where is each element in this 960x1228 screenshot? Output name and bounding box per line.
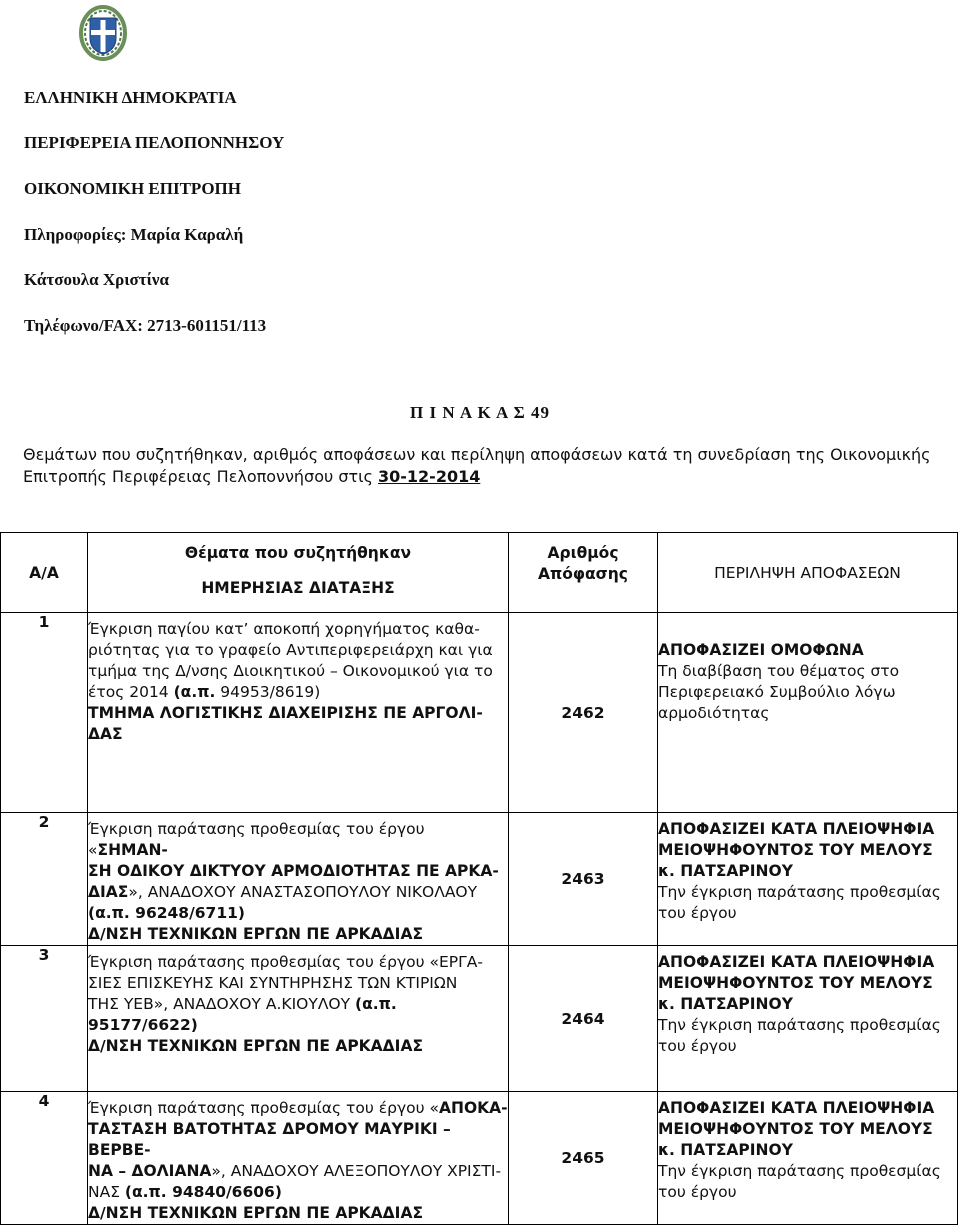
department-line: ΔΑΣ — [88, 725, 123, 743]
summary-line: ΜΕΙΟΨΗΦΟΥΝΤΟΣ ΤΟΥ ΜΕΛΟΥΣ — [658, 1120, 933, 1138]
topic-line — [88, 682, 508, 703]
decision-number-value: 2463 — [561, 870, 605, 888]
protocol-ref: (α.π. — [173, 683, 216, 701]
header-summary-label: ΠΕΡΙΛΗΨΗ ΑΠΟΦΑΣΕΩΝ — [714, 563, 901, 582]
summary-line: αρμοδιότητας — [658, 704, 770, 722]
summary-line: ΜΕΙΟΨΗΦΟΥΝΤΟΣ ΤΟΥ ΜΕΛΟΥΣ — [658, 974, 933, 992]
decision-summary — [658, 946, 958, 1092]
header-aa-label: Α/Α — [29, 563, 59, 582]
decision-number-value: 2462 — [561, 703, 605, 722]
contractor: », ΑΝΑΔΟΧΟΥ ΑΝΑΣΤΑΣΟΠΟΥΛΟΥ ΝΙΚΟΛΑΟΥ — [128, 883, 478, 901]
summary-line: Περιφερειακό Συμβούλιο λόγω — [658, 683, 896, 701]
protocol-number: 95177/6622) — [88, 1016, 198, 1034]
summary-line: του έργου — [658, 1183, 737, 1201]
protocol-number: (α.π. 94840/6606) — [124, 1183, 282, 1201]
topic-line: Έγκριση παγίου κατ’ αποκοπή χορηγήματος καθα- — [88, 620, 480, 638]
row-number: 2 — [1, 813, 88, 946]
contractor: », ΑΝΑΔΟΧΟΥ ΑΛΕΞΟΠΟΥΛΟΥ ΧΡΙΣΤΙ- — [211, 1162, 502, 1180]
row-number: 1 — [1, 613, 88, 813]
summary-line: Τη διαβίβαση του θέματος στο — [658, 662, 900, 680]
topic-line — [88, 819, 508, 861]
header-phone: Τηλέφωνο/FAX: 2713-601151/113 — [24, 316, 267, 335]
decision-number-value: 2464 — [561, 1009, 605, 1028]
project-title: ΝΑ – ΔΟΛΙΑΝΑ — [88, 1162, 212, 1180]
project-title: ΑΠΟΚΑ- — [439, 1099, 508, 1117]
decision-number — [509, 613, 658, 813]
table-row — [1, 1092, 958, 1225]
summary-line: Την έγκριση παράτασης προθεσμίας — [658, 1162, 941, 1180]
summary-line: ΑΠΟΦΑΣΙΖΕΙ ΚΑΤΑ ΠΛΕΙΟΨΗΦΙΑ — [658, 1099, 935, 1117]
intro-text: Θεμάτων που συζητήθηκαν, αριθμός αποφάσεων και περίληψη αποφάσεων κατά τη συνεδρίαση της Οικονομικής Επιτροπής Περιφέρειας Πελοποννήσου στις — [23, 445, 931, 486]
summary-line: Την έγκριση παράτασης προθεσμίας — [658, 1016, 941, 1034]
topic-text: Έγκριση παράτασης προθεσμίας του έργου « — [88, 820, 425, 859]
row-topic — [88, 946, 509, 1092]
decision-number — [509, 1092, 658, 1225]
topic-line — [88, 1098, 508, 1119]
coat-of-arms-emblem — [78, 4, 128, 62]
row-number: 4 — [1, 1092, 88, 1225]
intro-paragraph — [23, 444, 943, 488]
header-aa — [1, 533, 88, 613]
summary-line: κ. ΠΑΤΣΑΡΙΝΟΥ — [658, 995, 793, 1013]
header-topics-label: Θέματα που συζητήθηκαν — [184, 544, 412, 562]
department-line: ΤΜΗΜΑ ΛΟΓΙΣΤΙΚΗΣ ΔΙΑΧΕΙΡΙΣΗΣ ΠΕ ΑΡΓΟΛΙ- — [88, 704, 483, 722]
decision-summary — [658, 813, 958, 946]
topic-line — [88, 882, 508, 903]
topic-line — [88, 994, 508, 1015]
protocol-number: (α.π. 96248/6711) — [88, 904, 245, 922]
summary-line: ΑΠΟΦΑΣΙΖΕΙ ΚΑΤΑ ΠΛΕΙΟΨΗΦΙΑ — [658, 953, 935, 971]
protocol-ref: (α.π. — [355, 995, 397, 1013]
topic-text: Έγκριση παράτασης προθεσμίας του έργου « — [88, 1099, 440, 1117]
decision-summary — [658, 1092, 958, 1225]
header-decision-number-line2: Απόφασης — [538, 565, 628, 583]
row-topic — [88, 813, 509, 946]
summary-line: κ. ΠΑΤΣΑΡΙΝΟΥ — [658, 1141, 793, 1159]
decision-number — [509, 813, 658, 946]
table-row — [1, 946, 958, 1092]
decisions-table — [0, 532, 958, 1225]
project-title: ΣΗ ΟΔΙΚΟΥ ΔΙΚΤΥΟΥ ΑΡΜΟΔΙΟΤΗΤΑΣ ΠΕ ΑΡΚΑ- — [88, 862, 499, 880]
summary-line: του έργου — [658, 904, 737, 922]
summary-line: ΑΠΟΦΑΣΙΖΕΙ ΟΜΟΦΩΝΑ — [658, 641, 864, 659]
decision-number-value: 2465 — [561, 1149, 605, 1167]
header-topics — [88, 533, 509, 613]
table-header-row — [1, 533, 958, 613]
header-agenda-label: ΗΜΕΡΗΣΙΑΣ ΔΙΑΤΑΞΗΣ — [201, 579, 395, 597]
project-title: ΔΙΑΣ — [88, 883, 129, 901]
row-topic — [88, 1092, 509, 1225]
summary-line: Την έγκριση παράτασης προθεσμίας — [658, 883, 941, 901]
decision-summary — [658, 613, 958, 813]
summary-line: ΑΠΟΦΑΣΙΖΕΙ ΚΑΤΑ ΠΛΕΙΟΨΗΦΙΑ — [658, 820, 935, 838]
summary-line: του έργου — [658, 1037, 737, 1055]
header-region: ΠΕΡΙΦΕΡΕΙΑ ΠΕΛΟΠΟΝΝΗΣΟΥ — [24, 133, 285, 152]
topic-line: ΣΙΕΣ ΕΠΙΣΚΕΥΗΣ ΚΑΙ ΣΥΝΤΗΡΗΣΗΣ ΤΩΝ ΚΤΙΡΙΩΝ — [88, 974, 458, 992]
meeting-date: 30-12-2014 — [378, 467, 481, 486]
header-decision-number-line1: Αριθμός — [547, 544, 619, 562]
department-line: Δ/ΝΣΗ ΤΕΧΝΙΚΩΝ ΕΡΓΩΝ ΠΕ ΑΡΚΑΔΙΑΣ — [88, 1037, 424, 1055]
project-title: ΣΗΜΑΝ- — [97, 841, 168, 859]
topic-text: έτος 2014 — [88, 683, 174, 701]
row-topic — [88, 613, 509, 813]
row-number: 3 — [1, 946, 88, 1092]
topic-line: Έγκριση παράτασης προθεσμίας του έργου «ΕΡΓΑ- — [88, 953, 483, 971]
header-country: ΕΛΛΗΝΙΚΗ ΔΗΜΟΚΡΑΤΙΑ — [24, 88, 237, 107]
header-decision-number — [509, 533, 658, 613]
department-line: Δ/ΝΣΗ ΤΕΧΝΙΚΩΝ ΕΡΓΩΝ ΠΕ ΑΡΚΑΔΙΑΣ — [88, 925, 424, 943]
topic-line: ριότητας για το γραφείο Αντιπεριφερειάρχη και για — [88, 641, 493, 659]
department-line: Δ/ΝΣΗ ΤΕΧΝΙΚΩΝ ΕΡΓΩΝ ΠΕ ΑΡΚΑΔΙΑΣ — [88, 1204, 424, 1222]
header-info-contact: Πληροφορίες: Μαρία Καραλή — [24, 225, 244, 244]
contractor: ΝΑΣ — [88, 1183, 125, 1201]
table-row — [1, 613, 958, 813]
topic-line: τμήμα της Δ/νσης Διοικητικού – Οικονομικού για το — [88, 662, 493, 680]
table-row — [1, 813, 958, 946]
header-info-contact-2: Κάτσουλα Χριστίνα — [24, 270, 169, 289]
decision-number — [509, 946, 658, 1092]
contractor: ΤΗΣ ΥΕΒ», ΑΝΑΔΟΧΟΥ Α.ΚΙΟΥΛΟΥ — [88, 995, 356, 1013]
project-title: ΤΑΣΤΑΣΗ ΒΑΤΟΤΗΤΑΣ ΔΡΟΜΟΥ ΜΑΥΡΙΚΙ – ΒΕΡΒΕ- — [88, 1120, 451, 1159]
topic-line — [88, 1161, 508, 1182]
page-title: Π Ι Ν Α Κ Α Σ 49 — [409, 403, 550, 422]
header-committee: ΟΙΚΟΝΟΜΙΚΗ ΕΠΙΤΡΟΠΗ — [24, 179, 241, 198]
protocol-number: 94953/8619) — [215, 683, 321, 701]
header-summary — [658, 533, 958, 613]
summary-line: ΜΕΙΟΨΗΦΟΥΝΤΟΣ ΤΟΥ ΜΕΛΟΥΣ — [658, 841, 933, 859]
summary-line: κ. ΠΑΤΣΑΡΙΝΟΥ — [658, 862, 793, 880]
topic-line — [88, 1182, 508, 1203]
